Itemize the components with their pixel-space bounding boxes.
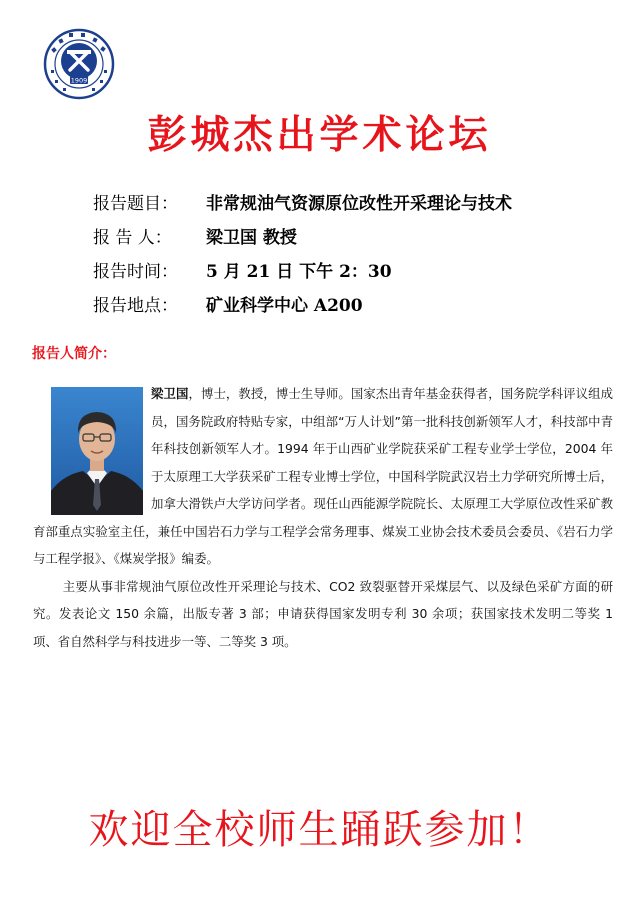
- info-label: 报告时间：: [93, 261, 178, 282]
- info-row-time: [93, 252, 512, 286]
- info-value: 梁卫国 教授: [206, 227, 297, 248]
- speaker-name: 梁卫国: [151, 386, 189, 401]
- forum-title: 彭城杰出学术论坛: [147, 112, 492, 158]
- talk-info: [93, 184, 512, 320]
- info-label: 报告题目：: [93, 193, 178, 214]
- bio-heading: 报告人简介：: [32, 346, 116, 362]
- info-row-topic: [93, 184, 512, 218]
- speaker-bio: [33, 380, 613, 655]
- info-row-speaker: [93, 218, 512, 252]
- logo-year: 1909: [70, 76, 88, 85]
- bio-paragraph-2: 主要从事非常规油气原位改性开采理论与技术、CO2 致裂驱替开采煤层气、以及绿色采矿方面的研究。发表论文 150 余篇，出版专著 3 部；申请获得国家发明专利 30 余项；获国家技术发明二等奖 1 项、省自然科学与科技进步一等、二等奖 3 项。: [33, 578, 613, 649]
- info-value: 非常规油气资源原位改性开采理论与技术: [206, 193, 512, 214]
- info-label: 报 告 人：: [93, 227, 172, 248]
- university-logo: [43, 28, 115, 100]
- info-value: 5 月 21 日 下午 2：30: [206, 261, 392, 282]
- bio-text-1: ，博士，教授，博士生导师。国家杰出青年基金获得者，国务院学科评议组成员，国务院政府特贴专家，中组部“万人计划”第一批科技创新领军人才，科技部中青年科技创新领军人才。1994 年于山西矿业学院获采矿工程专业学士学位，2004 年于太原理工大学获采矿工程专业博士学位，中国科学院武汉岩土力学研究所博士后，加拿大滑铁卢大学访问学者。现任山西能源学院院长、太原理工大学原位改性采矿教育部重点实验室主任，兼任中国岩石力学与工程学会常务理事、煤炭工业协会技术委员会委员、《岩石力学与工程学报》、《煤炭学报》编委。: [33, 386, 614, 566]
- info-label: 报告地点：: [93, 295, 178, 316]
- welcome-banner: 欢迎全校师生踊跃参加！: [88, 807, 551, 853]
- info-value: 矿业科学中心 A200: [206, 295, 363, 316]
- info-row-location: [93, 286, 512, 320]
